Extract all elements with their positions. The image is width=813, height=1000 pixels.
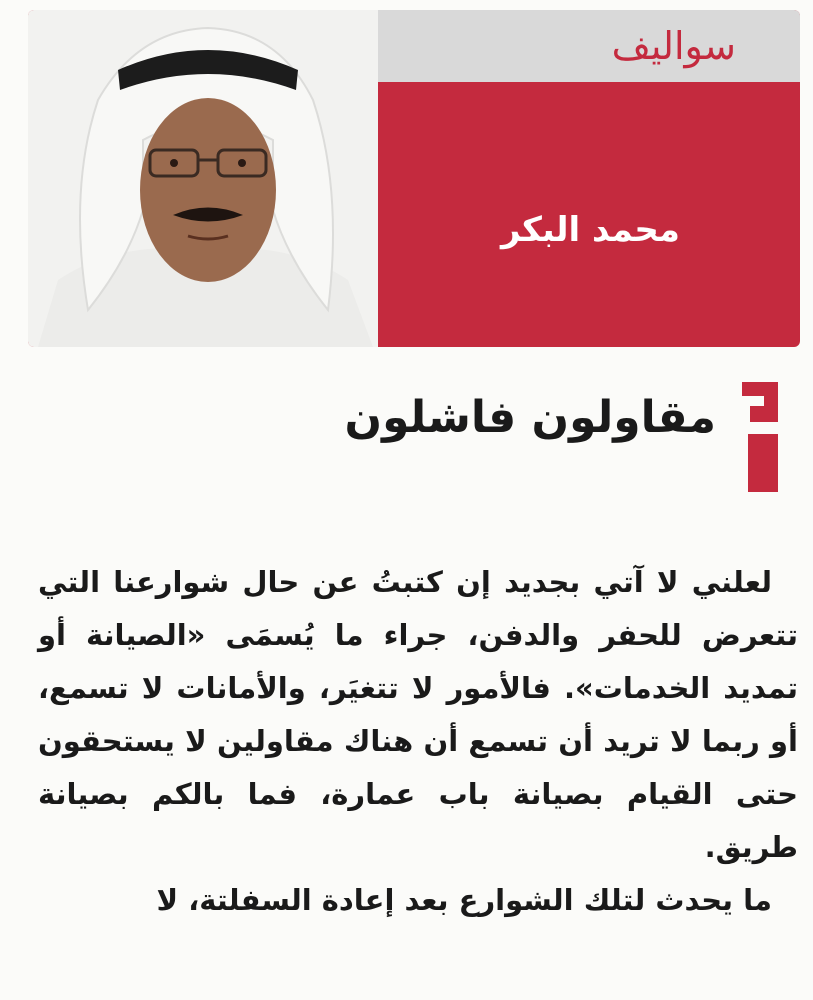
article-body	[38, 556, 798, 927]
headline-row	[28, 372, 800, 492]
section-label: سواليف	[611, 24, 736, 68]
newspaper-mark-icon	[742, 382, 778, 492]
section-tab	[360, 10, 800, 82]
article-paragraph: ما يحدث لتلك الشوارع بعد إعادة السفلتة، لا	[156, 883, 772, 917]
author-name: محمد البكر	[500, 210, 680, 250]
article-title: مقاولون فاشلون	[344, 392, 716, 443]
article-paragraph: لعلني لا آتي بجديد إن كتبتُ عن حال شوارعنا التي تتعرض للحفر والدفن، جراء ما يُسمَى «الصيانة أو تمديد الخدمات». فالأمور لا تتغيَر، والأمانات لا تسمع، أو ربما لا تريد أن تسمع أن هناك مقاولين لا يستحقون حتى القيام بصيانة باب عمارة، فما بالكم بصيانة طريق.	[38, 565, 798, 864]
column-banner	[28, 10, 800, 347]
author-photo	[28, 10, 378, 347]
